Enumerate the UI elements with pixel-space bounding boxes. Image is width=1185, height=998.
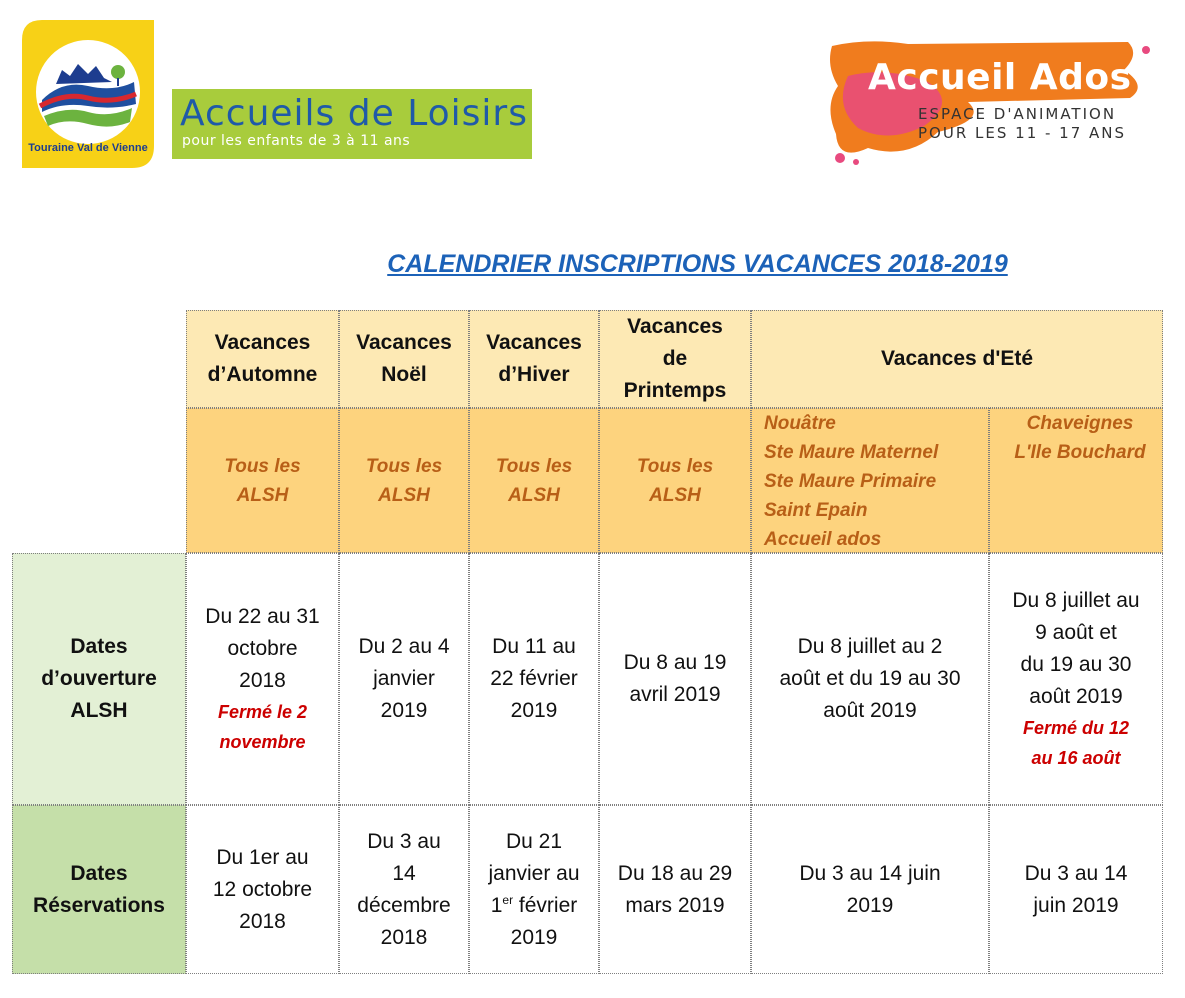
ouverture-ete-group2: Du 8 juillet au 9 août et du 19 au 30 août 2019 Fermé du 12 au 16 août: [989, 553, 1163, 805]
ados-subtitle-line2: POUR LES 11 - 17 ANS: [918, 124, 1127, 142]
accueils-loisirs-subtitle: pour les enfants de 3 à 11 ans: [182, 133, 411, 149]
centres-automne: Tous les ALSH: [186, 408, 339, 553]
centres-noel: Tous les ALSH: [339, 408, 469, 553]
header-hiver: Vacances d’Hiver: [469, 310, 599, 408]
header-ete: Vacances d'Eté: [751, 310, 1163, 408]
paint-splash-graphic: [828, 36, 1168, 166]
ouverture-noel: Du 2 au 4 janvier 2019: [339, 553, 469, 805]
ados-subtitle-line1: ESPACE D'ANIMATION: [918, 105, 1117, 123]
ouverture-printemps: Du 8 au 19 avril 2019: [599, 553, 751, 805]
reservations-ete-group2: Du 3 au 14 juin 2019: [989, 805, 1163, 974]
reservations-automne: Du 1er au 12 octobre 2018: [186, 805, 339, 974]
reservations-noel: Du 3 au 14 décembre 2018: [339, 805, 469, 974]
document-title: CALENDRIER INSCRIPTIONS VACANCES 2018-2019: [387, 250, 1008, 278]
reservations-hiver-line3: 1er février: [490, 892, 578, 917]
accueil-ados-title: Accueil Ados: [868, 57, 1132, 98]
centres-hiver: Tous les ALSH: [469, 408, 599, 553]
corner-blank: [12, 310, 186, 553]
accueils-loisirs-logo: [172, 89, 532, 159]
centres-printemps: Tous les ALSH: [599, 408, 751, 553]
reservations-ete-group1: Du 3 au 14 juin 2019: [751, 805, 989, 974]
calendar-table: [12, 310, 1163, 974]
accueil-ados-subtitle: [918, 105, 1126, 143]
communaute-logo: [22, 20, 154, 168]
ouverture-hiver: Du 11 au 22 février 2019: [469, 553, 599, 805]
header-printemps: Vacances de Printemps: [599, 310, 751, 408]
communaute-name: Touraine Val de Vienne: [28, 142, 148, 154]
reservations-printemps: Du 18 au 29 mars 2019: [599, 805, 751, 974]
closure-note-automne: Fermé le 2: [217, 702, 308, 722]
row-label-ouverture: Dates d’ouverture ALSH: [12, 553, 186, 805]
closure-note-ete: Fermé du 12: [1022, 718, 1130, 738]
reservations-hiver: Du 21 janvier au 1er février 2019: [469, 805, 599, 974]
accueil-ados-logo: [828, 36, 1168, 166]
accueils-loisirs-title: Accueils de Loisirs: [180, 93, 528, 134]
ouverture-ete-group1: Du 8 juillet au 2 août et du 19 au 30 août 2019: [751, 553, 989, 805]
centres-ete-group1: Nouâtre Ste Maure Maternel Ste Maure Primaire Saint Epain Accueil ados: [751, 408, 989, 553]
header-noel: Vacances Noël: [339, 310, 469, 408]
centres-ete-group2: Chaveignes L'Ile Bouchard: [989, 408, 1163, 553]
header-automne: Vacances d’Automne: [186, 310, 339, 408]
ouverture-automne: Du 22 au 31 octobre 2018 Fermé le 2 novembre: [186, 553, 339, 805]
row-label-reservations: Dates Réservations: [12, 805, 186, 974]
